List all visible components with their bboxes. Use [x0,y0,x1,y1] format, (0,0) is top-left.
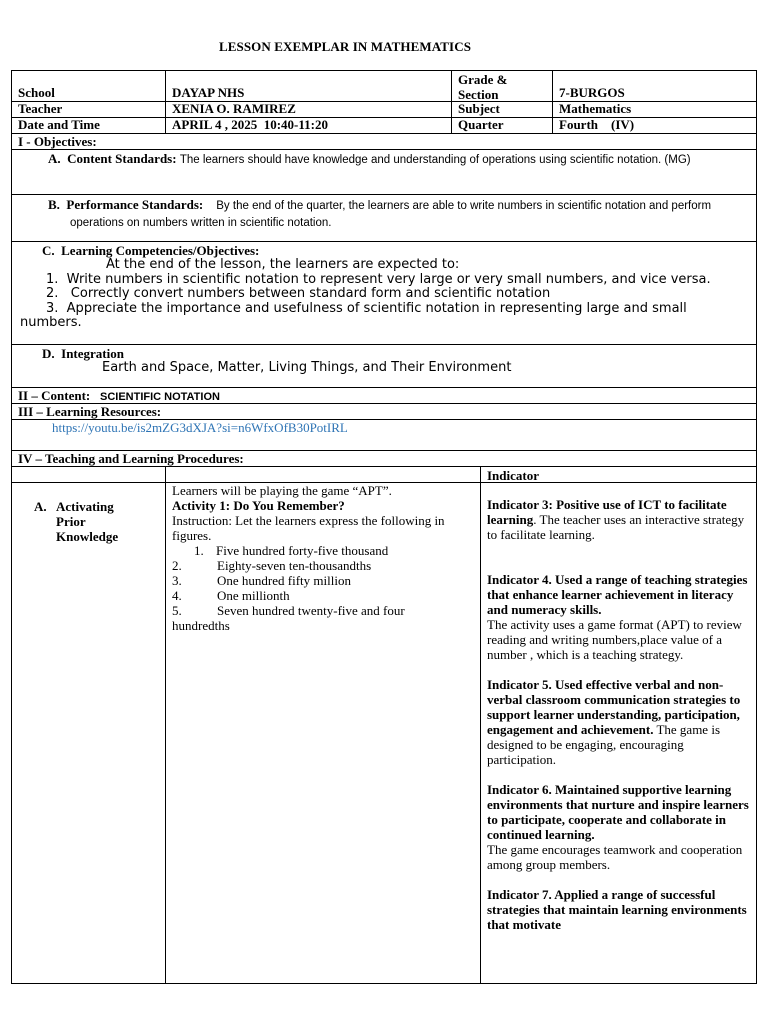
resources-heading-row [12,404,756,420]
activity-intro: Learners will be playing the game “APT”. [172,483,392,498]
indicator-3: Indicator 3: Positive use of ICT to facilitate learning. The teacher uses an interactive strategy to facilitate learning. [487,497,745,542]
competencies-row [12,242,756,345]
performance-standards-letter: B. [48,197,60,212]
competency-1: 1. Write numbers in scientific notation to represent very large or very small numbers, and vice versa. [46,271,711,287]
school-label: School [12,71,166,101]
objectives-heading: I - Objectives: [18,134,97,149]
subject-value: Mathematics [559,101,632,116]
procedures-heading: IV – Teaching and Learning Procedures: [18,451,244,466]
indicators-cell [481,483,756,983]
indicator-5: Indicator 5. Used effective verbal and non-verbal classroom communication strategies to support learner understanding, participation, engagement and achievement. The game is designed to be engaging, encouraging participation. [487,677,741,767]
date-value: APRIL 4 , 2025 10:40-11:20 [166,118,452,133]
procedures-header-row [12,467,756,483]
quarter-value: Fourth (IV) [559,117,635,132]
content-standards-label: Content Standards: [67,151,177,166]
lesson-table [11,70,757,984]
content-standards-text: The learners should have knowledge and understanding of operations using scientific notation. (MG) [179,154,691,166]
competencies-label: Learning Competencies/Objectives: [61,243,260,258]
performance-standards-text: By the end of the quarter, the learners are able to write numbers in scientific notation and perform operations on numbers written in scientific notation. [70,200,712,229]
procedures-heading-row [12,451,756,467]
resource-link[interactable]: https://youtu.be/is2mZG3dXJA?si=n6WfxOfB30PotIRL [52,420,348,435]
section-label-cell [12,483,166,983]
subject-label: Subject [452,102,553,117]
activating-prior-knowledge-row [12,483,756,983]
list-item: 3. One hundred fifty million [172,573,351,588]
activity-instruction: Instruction: Let the learners express the following in figures. [172,513,445,543]
competencies-intro: At the end of the lesson, the learners are expected to: [106,257,460,272]
grade-label: Grade & Section [452,71,553,101]
teacher-label: Teacher [12,102,166,117]
competency-2: 2. Correctly convert numbers between standard form and scientific notation [46,286,551,301]
date-label: Date and Time [12,118,166,133]
activity-cell [166,483,481,983]
resources-link-row [12,420,756,451]
section-letter: A. [34,499,47,514]
document-title: LESSON EXEMPLAR IN MATHEMATICS [218,39,472,54]
list-item: 1. Five hundred forty-five thousand [194,543,389,558]
section-label-line-1: Activating [56,499,114,514]
competencies-letter: C. [42,243,55,258]
list-item: 5. Seven hundred twenty-five and four [172,603,405,618]
content-value: SCIENTIFIC NOTATION [99,391,220,403]
date-row [12,118,756,134]
quarter-label: Quarter [452,118,553,133]
indicator-7: Indicator 7. Applied a range of successful strategies that maintain learning environments that motivate [487,887,747,932]
content-standards-row [12,150,756,195]
section-label-line-3: Knowledge [56,529,119,544]
indicator-header: Indicator [487,468,539,483]
school-row [12,71,756,102]
content-label: II – Content: [18,388,91,403]
school-value: DAYAP NHS [166,71,452,101]
list-item: 2. Eighty-seven ten-thousandths [172,558,372,573]
activity-title: Activity 1: Do You Remember? [172,498,345,513]
teacher-row [12,102,756,118]
indicator-6: Indicator 6. Maintained supportive learning environments that nurture and inspire learners to participate, cooperate and collaborate in continued learning. The game encourages teamwork and cooperation among group members. [487,782,749,872]
section-label-line-2: Prior [56,514,86,529]
content-standards-letter: A. [48,151,61,166]
content-row [12,388,756,404]
integration-row [12,345,756,388]
objectives-heading-row [12,134,756,150]
competency-3: 3. Appreciate the importance and usefulness of scientific notation in representing large and small numbers. [20,300,691,330]
performance-standards-label: Performance Standards: [66,197,204,212]
teacher-value: XENIA O. RAMIREZ [166,102,452,117]
integration-text: Earth and Space, Matter, Living Things, and Their Environment [102,360,512,375]
integration-letter: D. [42,346,55,361]
grade-value: 7-BURGOS [559,85,625,100]
resources-label: III – Learning Resources: [18,404,162,419]
integration-label: Integration [61,346,124,361]
list-item: 4. One millionth [172,588,290,603]
performance-standards-row [12,195,756,242]
list-item-continuation: hundredths [172,618,230,633]
indicator-4: Indicator 4. Used a range of teaching strategies that enhance learner achievement in literacy and numeracy skills. The activity uses a game format (APT) to review reading and writing numbers,place value of a number , which is a teaching strategy. [487,572,748,662]
